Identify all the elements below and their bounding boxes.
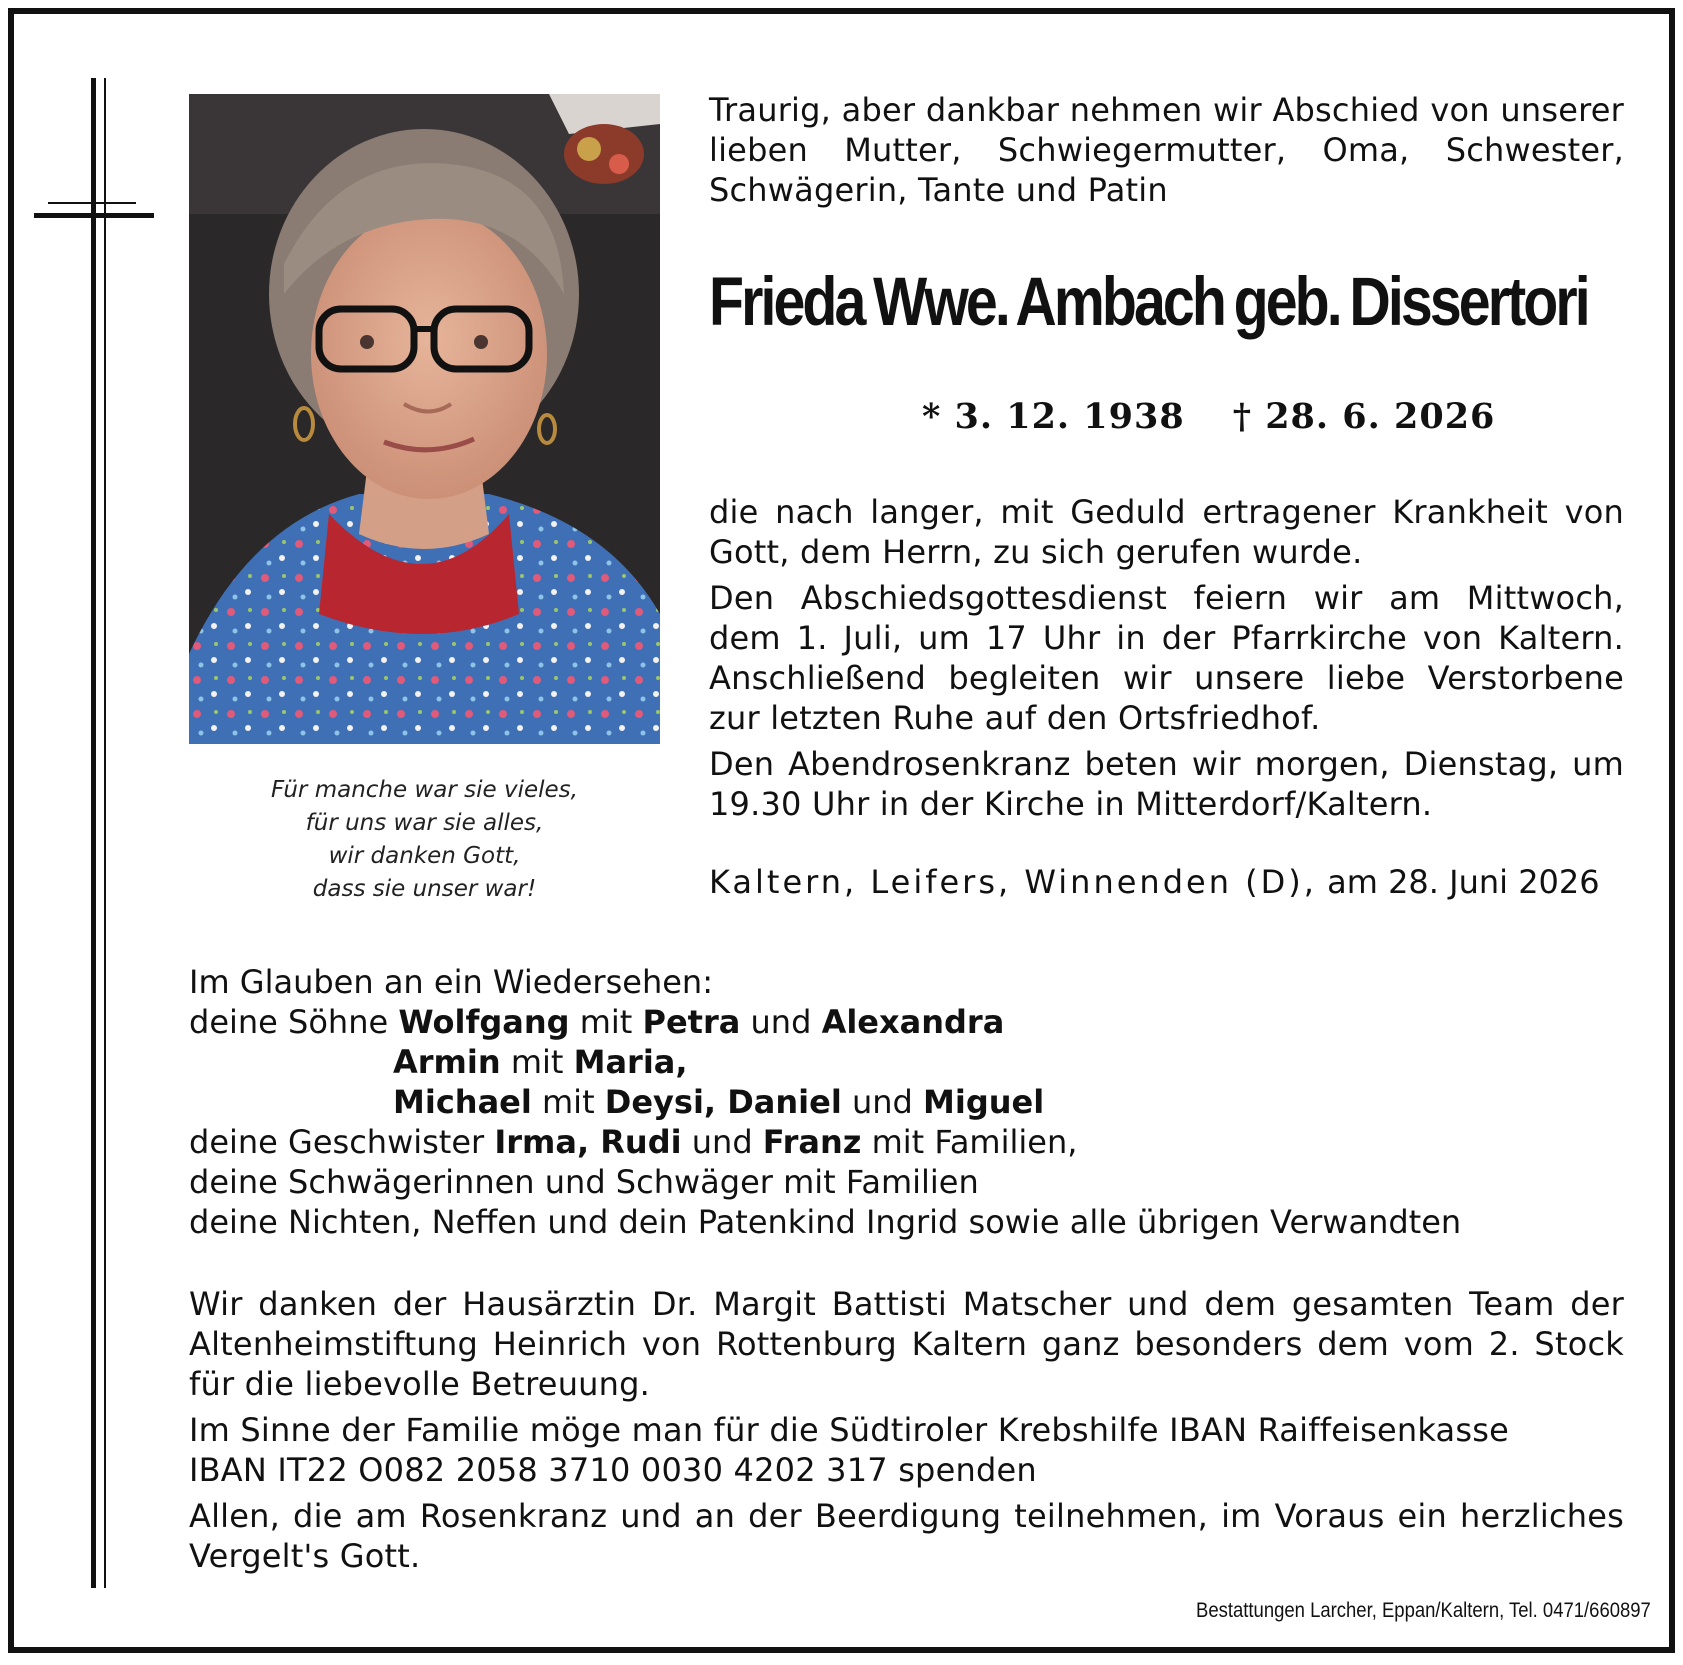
family-line-son2 [189,1042,1629,1082]
birth-date: * 3. 12. 1938 [922,396,1185,437]
place-and-date [709,862,1600,902]
text: und [681,1123,763,1161]
iban-line: IBAN IT22 O082 2058 3710 0030 4202 317 spenden [189,1451,1037,1489]
funeral-home-footer: Bestattungen Larcher, Eppan/Kaltern, Tel. 0471/660897 [1196,1599,1651,1622]
text: mit Familien, [861,1123,1078,1161]
family-line-son3 [189,1082,1629,1122]
quote-line: Für manche war sie vieles, [271,777,578,803]
body-paragraph: die nach langer, mit Geduld ertragener Krankheit von Gott, dem Herrn, zu sich gerufen wurde. [709,493,1624,571]
donation-line: Im Sinne der Familie möge man für die Südtiroler Krebshilfe IBAN Raiffeisenkasse [189,1411,1509,1449]
text: deine Geschwister [189,1123,495,1161]
place-names: Kaltern, Leifers, Winnenden (D), [709,863,1317,901]
quote-line: für uns war sie alles, [305,810,544,836]
thanks-section [189,1284,1624,1576]
text: und [841,1083,924,1121]
quote-line: wir danken Gott, [328,843,521,869]
notice-date: am 28. Juni 2026 [1316,863,1600,901]
text: mit [531,1083,605,1121]
family-list [189,962,1629,1242]
death-date: † 28. 6. 2026 [1232,396,1496,437]
family-line-sons [189,1002,1629,1042]
memorial-quote [189,774,660,906]
text: und [740,1003,822,1041]
name: Petra [642,1003,741,1041]
text: deine Söhne [189,1003,399,1041]
deceased-name: Frieda Wwe. Ambach geb. Dissertori [709,263,1588,340]
family-heading: Im Glauben an ein Wiedersehen: [189,963,713,1001]
name: Wolfgang [398,1003,570,1041]
portrait-photo [189,94,660,744]
name: Alexandra [821,1003,1005,1041]
body-paragraph: Den Abschiedsgottesdienst feiern wir am Mittwoch, dem 1. Juli, um 17 Uhr in der Pfarrkirche von Kaltern. Anschließend begleiten wir unsere liebe Verstorbene zur letzten Ruhe auf den Ortsfriedhof. [709,579,1624,737]
donation-paragraph [189,1410,1624,1490]
thanks-paragraph: Wir danken der Hausärztin Dr. Margit Battisti Matscher und dem gesamten Team der Altenheimstiftung Heinrich von Rottenburg Kaltern ganz besonders dem vom 2. Stock für die liebevolle Betreuung. [189,1285,1624,1403]
name: Daniel [716,1083,842,1121]
name: Maria, [573,1043,688,1081]
service-details [709,492,1624,824]
closing-paragraph: Allen, die am Rosenkranz und an der Beerdigung teilnehmen, im Voraus ein herzliches Vergelt's Gott. [189,1497,1624,1575]
family-line-others: deine Nichten, Neffen und dein Patenkind Ingrid sowie alle übrigen Verwandten [189,1203,1462,1241]
name: Franz [762,1123,862,1161]
name: Deysi, [604,1083,717,1121]
name: Michael [393,1083,532,1121]
family-line-siblings [189,1122,1629,1162]
intro-paragraph: Traurig, aber dankbar nehmen wir Abschied von unserer lieben Mutter, Schwiegermutter, Oma, Schwester, Schwägerin, Tante und Patin [709,91,1624,209]
intro-text [709,90,1624,210]
name: Irma, Rudi [494,1123,682,1161]
life-dates [922,396,1495,437]
body-paragraph: Den Abendrosenkranz beten wir morgen, Dienstag, um 19.30 Uhr in der Kirche in Mitterdorf/Kaltern. [709,745,1624,823]
text: mit [569,1003,643,1041]
name: Miguel [923,1083,1045,1121]
quote-line: dass sie unser war! [312,876,537,902]
text: mit [500,1043,574,1081]
family-line-inlaws: deine Schwägerinnen und Schwäger mit Familien [189,1163,979,1201]
name: Armin [393,1043,501,1081]
